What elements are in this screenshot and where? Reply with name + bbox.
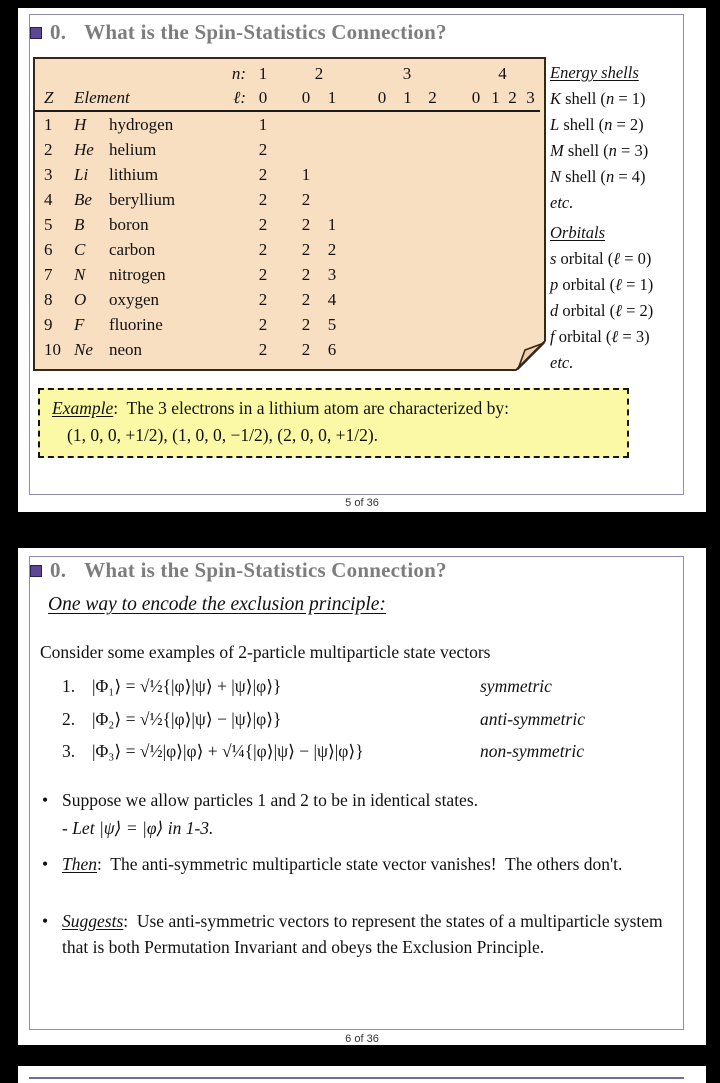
- shell-occupancy: [521, 262, 540, 287]
- shell-occupancy: [465, 312, 487, 337]
- bullet-icon: •: [42, 854, 49, 874]
- atomic-number: 8: [44, 290, 53, 309]
- shell-occupancy: [293, 137, 319, 162]
- shell-occupancy: [277, 212, 293, 237]
- shell-occupancy: [465, 262, 487, 287]
- shell-occupancy: [445, 187, 465, 212]
- energy-shells-etc: etc.: [550, 193, 574, 212]
- shell-occupancy: [395, 137, 420, 162]
- n-value: 2: [314, 64, 324, 83]
- equation-formula: |Φ₁⟩ = √½{|φ⟩|ψ⟩ + |ψ⟩|φ⟩}: [92, 676, 282, 696]
- energy-shells-block: [550, 60, 706, 216]
- atomic-number: 5: [44, 215, 53, 234]
- atomic-number: 3: [44, 165, 53, 184]
- l-label: ℓ:: [221, 86, 249, 111]
- shell-occupancy: [487, 187, 504, 212]
- shell-occupancy: [345, 187, 369, 212]
- shell-occupancy: [420, 137, 445, 162]
- shell-occupancy: [487, 212, 504, 237]
- shell-occupancy: [465, 162, 487, 187]
- shell-occupancy: 4: [327, 290, 337, 309]
- orbitals-etc: etc.: [550, 353, 574, 372]
- element-row: [35, 262, 540, 287]
- energy-shells-heading: Energy shells: [550, 63, 639, 82]
- equation-1: [18, 676, 698, 706]
- l-value: 0: [465, 86, 487, 111]
- shell-occupancy: 2: [258, 190, 268, 209]
- legend-panel: [550, 60, 706, 376]
- element-row: [35, 162, 540, 187]
- element-name: helium: [109, 140, 157, 159]
- shell-occupancy: [221, 337, 249, 362]
- shell-occupancy: 2: [258, 240, 268, 259]
- shell-occupancy: [445, 111, 465, 137]
- shell-occupancy: [521, 187, 540, 212]
- l-value: 0: [369, 86, 395, 111]
- shell-occupancy: [504, 312, 521, 337]
- title-text: What is the Spin-Statistics Connection?: [84, 20, 447, 44]
- title-bullet-square-icon: [30, 27, 42, 39]
- element-name: oxygen: [109, 290, 160, 309]
- shell-occupancy: [445, 337, 465, 362]
- shell-occupancy: [369, 287, 395, 312]
- shell-occupancy: [445, 237, 465, 262]
- shell-occupancy: [521, 111, 540, 137]
- shell-occupancy: 6: [327, 340, 337, 359]
- atomic-number: 7: [44, 265, 53, 284]
- section-subheading: One way to encode the exclusion principle:: [48, 594, 386, 615]
- l-value: 3: [521, 86, 540, 111]
- shell-occupancy: [293, 111, 319, 137]
- legend-item: K shell (n = 1): [550, 89, 646, 108]
- shell-occupancy: [465, 137, 487, 162]
- shell-occupancy: [277, 162, 293, 187]
- atomic-number: 4: [44, 190, 53, 209]
- equation-tag: symmetric: [480, 676, 552, 696]
- shell-occupancy: [487, 111, 504, 137]
- legend-item: d orbital (ℓ = 2): [550, 301, 654, 320]
- shell-occupancy: [504, 137, 521, 162]
- legend-item: f orbital (ℓ = 3): [550, 327, 650, 346]
- folded-corner-icon: [516, 341, 546, 371]
- shell-occupancy: 2: [301, 290, 311, 309]
- shell-occupancy: 2: [258, 165, 268, 184]
- element-symbol: N: [74, 265, 86, 284]
- shell-occupancy: [445, 162, 465, 187]
- shell-occupancy: 1: [258, 115, 268, 134]
- equation-tag: anti-symmetric: [480, 709, 585, 729]
- shell-occupancy: [465, 337, 487, 362]
- element-name: hydrogen: [109, 115, 174, 134]
- shell-occupancy: [395, 187, 420, 212]
- shell-occupancy: [345, 287, 369, 312]
- shell-occupancy: [521, 237, 540, 262]
- atomic-number: 2: [44, 140, 53, 159]
- element-header: Element: [69, 86, 221, 111]
- shell-occupancy: [395, 212, 420, 237]
- shell-occupancy: [345, 312, 369, 337]
- shell-occupancy: [420, 111, 445, 137]
- shell-occupancy: 2: [327, 240, 337, 259]
- shell-occupancy: [221, 111, 249, 137]
- element-table: [35, 62, 540, 362]
- slide-page-7-partial: [18, 1066, 706, 1083]
- page-number: 6 of 36: [345, 1033, 379, 1045]
- legend-item: M shell (n = 3): [550, 141, 649, 160]
- element-name: carbon: [109, 240, 156, 259]
- element-table-body: [35, 111, 540, 362]
- shell-occupancy: 2: [258, 340, 268, 359]
- element-name: boron: [109, 215, 149, 234]
- shell-occupancy: [420, 262, 445, 287]
- bullet-label: Suggests: [62, 911, 124, 931]
- shell-occupancy: [521, 137, 540, 162]
- table-header-n-row: [35, 62, 540, 86]
- shell-occupancy: 2: [301, 240, 311, 259]
- element-name: fluorine: [109, 315, 163, 334]
- shell-occupancy: [504, 237, 521, 262]
- example-text: : The 3 electrons in a lithium atom are characterized by:: [113, 398, 509, 418]
- shell-occupancy: [395, 162, 420, 187]
- l-value: 0: [293, 86, 319, 111]
- example-detail: (1, 0, 0, +1/2), (1, 0, 0, −1/2), (2, 0, 0, +1/2).: [67, 425, 379, 445]
- element-symbol: C: [74, 240, 86, 259]
- shell-occupancy: [465, 237, 487, 262]
- shell-occupancy: [521, 162, 540, 187]
- example-label: Example: [52, 398, 114, 418]
- shell-occupancy: [345, 137, 369, 162]
- shell-occupancy: [445, 312, 465, 337]
- shell-occupancy: [369, 111, 395, 137]
- bullet-text: Suppose we allow particles 1 and 2 to be in identical states.: [62, 790, 479, 810]
- equation-formula: |Φ₃⟩ = √½|φ⟩|φ⟩ + √¼{|φ⟩|ψ⟩ − |ψ⟩|φ⟩}: [92, 741, 364, 761]
- shell-occupancy: 5: [327, 315, 337, 334]
- element-symbol: B: [74, 215, 85, 234]
- element-row: [35, 237, 540, 262]
- element-symbol: Be: [74, 190, 92, 209]
- z-header: Z: [35, 86, 69, 111]
- shell-occupancy: [487, 137, 504, 162]
- shell-occupancy: [369, 187, 395, 212]
- title-number: 0.: [50, 558, 67, 582]
- example-line1: [52, 395, 617, 422]
- shell-occupancy: [504, 162, 521, 187]
- shell-occupancy: [487, 237, 504, 262]
- shell-occupancy: 2: [301, 215, 311, 234]
- shell-occupancy: [445, 137, 465, 162]
- shell-occupancy: [319, 162, 345, 187]
- shell-occupancy: [445, 212, 465, 237]
- slide-page-6: [18, 548, 706, 1045]
- legend-item: N shell (n = 4): [550, 167, 646, 186]
- equation-number: 2.: [62, 709, 76, 729]
- shell-occupancy: 2: [258, 265, 268, 284]
- shell-occupancy: [345, 337, 369, 362]
- l-value: 2: [420, 86, 445, 111]
- shell-occupancy: [504, 287, 521, 312]
- shell-occupancy: [487, 287, 504, 312]
- shell-occupancy: [504, 262, 521, 287]
- bullet-icon: •: [42, 911, 49, 931]
- shell-occupancy: [221, 262, 249, 287]
- element-table-box: [33, 57, 546, 371]
- shell-occupancy: [465, 187, 487, 212]
- bullet-suggests: [42, 909, 678, 960]
- shell-occupancy: 2: [258, 215, 268, 234]
- element-symbol: H: [74, 115, 87, 134]
- equation-tag: non-symmetric: [480, 741, 585, 761]
- shell-occupancy: [277, 187, 293, 212]
- intro-text: Consider some examples of 2-particle multiparticle state vectors: [40, 642, 491, 662]
- element-row: [35, 212, 540, 237]
- shell-occupancy: [369, 237, 395, 262]
- shell-occupancy: [319, 187, 345, 212]
- shell-occupancy: [221, 187, 249, 212]
- shell-occupancy: [221, 287, 249, 312]
- element-symbol: Ne: [74, 340, 93, 359]
- slide-title: [29, 20, 447, 45]
- shell-occupancy: [465, 111, 487, 137]
- equation-number: 3.: [62, 741, 76, 761]
- shell-occupancy: [369, 262, 395, 287]
- element-symbol: He: [74, 140, 94, 159]
- element-row: [35, 111, 540, 137]
- shell-occupancy: 2: [258, 140, 268, 159]
- equation-formula: |Φ₂⟩ = √½{|φ⟩|ψ⟩ − |ψ⟩|φ⟩}: [92, 709, 282, 729]
- shell-occupancy: [319, 137, 345, 162]
- shell-occupancy: [221, 237, 249, 262]
- shell-occupancy: [369, 212, 395, 237]
- shell-occupancy: [345, 212, 369, 237]
- shell-occupancy: [277, 337, 293, 362]
- shell-occupancy: [420, 237, 445, 262]
- shell-occupancy: [420, 337, 445, 362]
- shell-occupancy: [395, 337, 420, 362]
- shell-occupancy: [504, 111, 521, 137]
- title-bullet-square-icon: [30, 565, 42, 577]
- equation-number: 1.: [62, 676, 76, 696]
- shell-occupancy: 1: [327, 215, 337, 234]
- l-value: 2: [504, 86, 521, 111]
- bullet-suppose-subline: - Let |ψ⟩ = |φ⟩ in 1-3.: [62, 818, 214, 838]
- shell-occupancy: [420, 162, 445, 187]
- atomic-number: 6: [44, 240, 53, 259]
- shell-occupancy: 2: [301, 315, 311, 334]
- slide-title: [29, 558, 447, 583]
- shell-occupancy: [395, 312, 420, 337]
- shell-occupancy: [504, 187, 521, 212]
- shell-occupancy: [277, 237, 293, 262]
- l-value: 1: [319, 86, 345, 111]
- shell-occupancy: [395, 287, 420, 312]
- shell-occupancy: 3: [327, 265, 337, 284]
- element-symbol: O: [74, 290, 87, 309]
- equation-3: [18, 741, 698, 771]
- element-symbol: Li: [74, 165, 89, 184]
- shell-occupancy: [277, 287, 293, 312]
- shell-occupancy: [277, 137, 293, 162]
- shell-occupancy: 2: [258, 290, 268, 309]
- shell-occupancy: [521, 312, 540, 337]
- shell-occupancy: [277, 111, 293, 137]
- shell-occupancy: [395, 237, 420, 262]
- shell-occupancy: [319, 111, 345, 137]
- energy-shells-list: [550, 86, 706, 190]
- legend-item: L shell (n = 2): [550, 115, 644, 134]
- orbitals-block: [550, 220, 706, 376]
- element-name: neon: [109, 340, 143, 359]
- shell-occupancy: [521, 287, 540, 312]
- l-value: 1: [487, 86, 504, 111]
- atomic-number: 9: [44, 315, 53, 334]
- shell-occupancy: 2: [301, 340, 311, 359]
- shell-occupancy: 1: [301, 165, 311, 184]
- shell-occupancy: [277, 312, 293, 337]
- shell-occupancy: [465, 212, 487, 237]
- element-name: lithium: [109, 165, 159, 184]
- shell-occupancy: [420, 212, 445, 237]
- table-header-l-row: [35, 86, 540, 111]
- atomic-number: 10: [44, 340, 61, 359]
- shell-occupancy: [345, 237, 369, 262]
- shell-occupancy: [487, 262, 504, 287]
- bullet-text: : The anti-symmetric multiparticle state vector vanishes! The others don't.: [97, 854, 623, 874]
- shell-occupancy: [395, 262, 420, 287]
- element-symbol: F: [74, 315, 85, 334]
- shell-occupancy: [345, 111, 369, 137]
- shell-occupancy: [277, 262, 293, 287]
- bullet-label: Then: [62, 854, 97, 874]
- n-label: n:: [231, 64, 246, 83]
- shell-occupancy: 2: [301, 190, 311, 209]
- bullet-suppose: [42, 788, 678, 814]
- element-row: [35, 287, 540, 312]
- title-text: What is the Spin-Statistics Connection?: [84, 558, 447, 582]
- legend-item: p orbital (ℓ = 1): [550, 275, 654, 294]
- shell-occupancy: [221, 312, 249, 337]
- shell-occupancy: [221, 212, 249, 237]
- shell-occupancy: [345, 262, 369, 287]
- shell-occupancy: [487, 162, 504, 187]
- shell-occupancy: 2: [301, 265, 311, 284]
- orbitals-list: [550, 246, 706, 350]
- title-number: 0.: [50, 20, 67, 44]
- bullet-text: : Use anti-symmetric vectors to represent the states of a multiparticle system that is both Permutation Invariant and obeys the Exclusion Principle.: [62, 911, 668, 957]
- element-name: nitrogen: [109, 265, 166, 284]
- n-value: 1: [258, 64, 268, 83]
- element-row: [35, 337, 540, 362]
- shell-occupancy: 2: [258, 315, 268, 334]
- element-name: beryllium: [109, 190, 176, 209]
- shell-occupancy: [420, 187, 445, 212]
- shell-occupancy: [369, 137, 395, 162]
- n-value: 4: [498, 64, 507, 83]
- element-row: [35, 187, 540, 212]
- next-slide-frame-top: [29, 1077, 684, 1079]
- shell-occupancy: [395, 111, 420, 137]
- shell-occupancy: [487, 337, 504, 362]
- shell-occupancy: [420, 287, 445, 312]
- bullet-icon: •: [42, 790, 49, 810]
- shell-occupancy: [420, 312, 445, 337]
- slide-page-5: [18, 8, 706, 512]
- n-value: 3: [402, 64, 412, 83]
- shell-occupancy: [465, 287, 487, 312]
- shell-occupancy: [221, 162, 249, 187]
- shell-occupancy: [445, 262, 465, 287]
- shell-occupancy: [221, 137, 249, 162]
- l-value: 1: [395, 86, 420, 111]
- shell-occupancy: [445, 287, 465, 312]
- page-number: 5 of 36: [345, 497, 379, 509]
- shell-occupancy: [369, 337, 395, 362]
- shell-occupancy: [369, 312, 395, 337]
- equation-2: [18, 709, 698, 739]
- example-box: [38, 388, 629, 458]
- shell-occupancy: [504, 212, 521, 237]
- l-value: 0: [249, 86, 277, 111]
- shell-occupancy: [345, 162, 369, 187]
- element-row: [35, 312, 540, 337]
- bullet-then: [42, 852, 678, 878]
- atomic-number: 1: [44, 115, 53, 134]
- legend-item: s orbital (ℓ = 0): [550, 249, 652, 268]
- shell-occupancy: [487, 312, 504, 337]
- shell-occupancy: [369, 162, 395, 187]
- shell-occupancy: [521, 212, 540, 237]
- orbitals-heading: Orbitals: [550, 223, 606, 242]
- element-row: [35, 137, 540, 162]
